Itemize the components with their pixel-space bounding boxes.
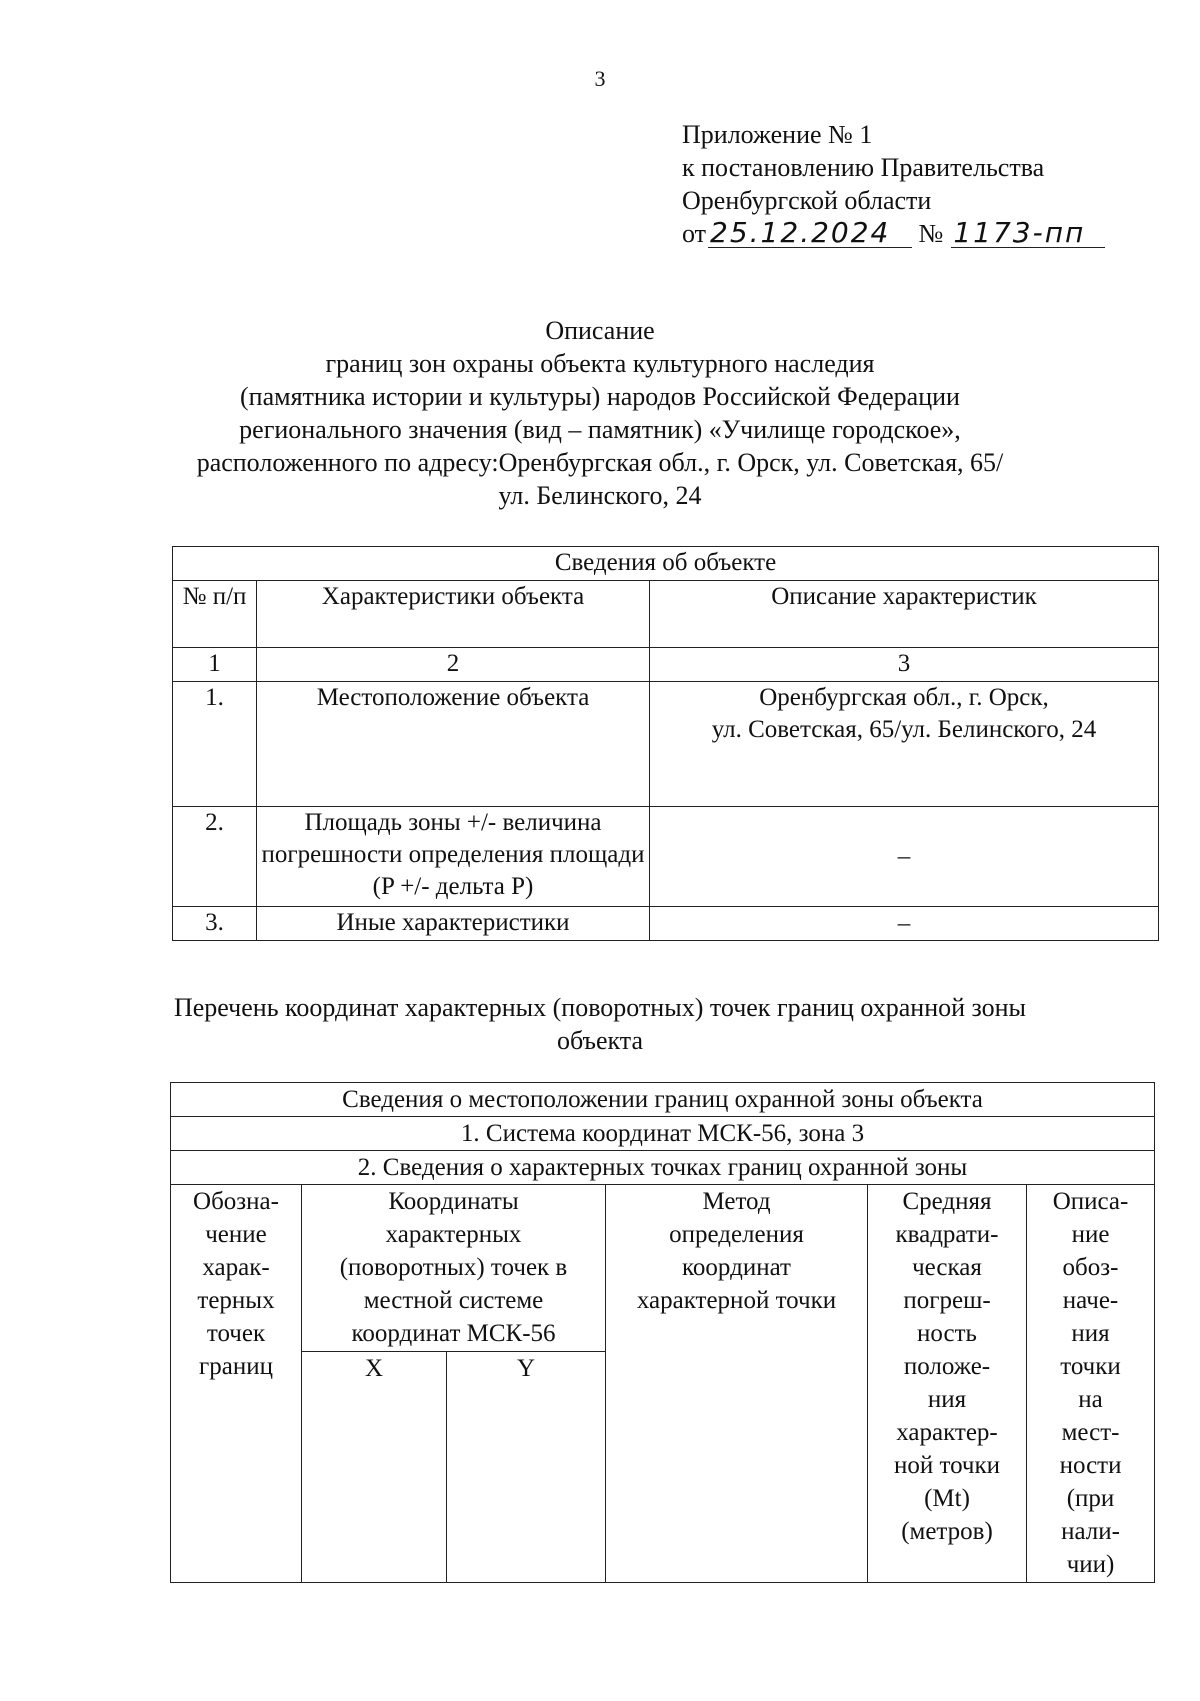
title-line: расположенного по адресу:Оренбургская обл., г. Орск, ул. Советская, 65/ bbox=[196, 448, 1004, 477]
header-line: ния bbox=[1071, 1320, 1110, 1347]
column-header-characteristic: Характеристики объекта bbox=[257, 581, 650, 648]
header-line: (при bbox=[1066, 1485, 1115, 1512]
header-line: квадрати- bbox=[895, 1221, 999, 1248]
header-line: координат bbox=[682, 1254, 791, 1281]
column-number: 2 bbox=[257, 648, 650, 682]
header-line: ческая bbox=[912, 1254, 982, 1281]
header-line: Средняя bbox=[902, 1188, 992, 1215]
column-header-point-description bbox=[1027, 1185, 1155, 1583]
document-title bbox=[0, 314, 1200, 512]
header-line: на bbox=[1078, 1386, 1103, 1413]
header-line: характер- bbox=[896, 1419, 998, 1446]
header-line: Обозна- bbox=[193, 1188, 279, 1215]
header-line: ния bbox=[927, 1386, 967, 1413]
header-line: (метров) bbox=[901, 1518, 993, 1545]
table-row bbox=[173, 682, 1159, 807]
column-number: 3 bbox=[650, 648, 1159, 682]
header-line: погреш- bbox=[903, 1287, 991, 1314]
header-line: точек bbox=[206, 1320, 266, 1347]
row-description bbox=[650, 682, 1159, 807]
title-line: границ зон охраны объекта культурного наследия bbox=[325, 349, 875, 378]
table-row bbox=[173, 907, 1159, 941]
header-line: границ bbox=[199, 1353, 273, 1380]
description-line: ул. Советская, 65/ул. Белинского, 24 bbox=[711, 716, 1097, 743]
table-row bbox=[173, 807, 1159, 907]
appendix-title: Приложение № 1 bbox=[682, 120, 873, 149]
column-number: 1 bbox=[173, 648, 257, 682]
title-line: Описание bbox=[545, 316, 655, 345]
column-header-point-designation bbox=[171, 1185, 302, 1583]
header-line: Координаты bbox=[388, 1188, 519, 1215]
coordinate-system-row: 1. Система координат МСК-56, зона 3 bbox=[171, 1117, 1155, 1151]
header-line: терных bbox=[197, 1287, 275, 1314]
header-line: координат МСК-56 bbox=[351, 1320, 556, 1347]
header-line: наче- bbox=[1062, 1287, 1119, 1314]
section-title-line: Перечень координат характерных (поворотных) точек границ охранной зоны bbox=[173, 993, 1027, 1022]
header-line: чение bbox=[205, 1221, 267, 1248]
header-line: ность bbox=[917, 1320, 977, 1347]
section-title-line: объекта bbox=[556, 1026, 644, 1055]
column-header-coordinates bbox=[302, 1185, 606, 1352]
coords-section-title bbox=[0, 991, 1200, 1057]
appendix-region-line: Оренбургской области bbox=[682, 186, 932, 215]
row-characteristic: Иные характеристики bbox=[257, 907, 650, 941]
appendix-block bbox=[682, 118, 1105, 250]
row-description: – bbox=[650, 907, 1159, 941]
header-line: ности bbox=[1059, 1452, 1122, 1479]
column-header-x: X bbox=[302, 1352, 447, 1583]
page-number: 3 bbox=[594, 66, 606, 91]
row-number: 2. bbox=[173, 807, 257, 907]
title-line: (памятника истории и культуры) народов Российской Федерации bbox=[240, 382, 960, 411]
header-line: мест- bbox=[1061, 1419, 1120, 1446]
appendix-resolution-line: к постановлению Правительства bbox=[682, 153, 1045, 182]
header-line: ной точки bbox=[893, 1452, 1001, 1479]
coords-table-header: Сведения о местоположении границ охранной зоны объекта bbox=[171, 1083, 1155, 1117]
object-info-table bbox=[172, 546, 1159, 941]
title-line: ул. Белинского, 24 bbox=[498, 481, 702, 510]
info-table-header: Сведения об объекте bbox=[173, 547, 1159, 581]
row-characteristic: Площадь зоны +/- величина погрешности определения площади (P +/- дельта P) bbox=[257, 807, 650, 907]
header-line: чии) bbox=[1066, 1551, 1115, 1578]
header-line: точки bbox=[1060, 1353, 1121, 1380]
row-number: 1. bbox=[173, 682, 257, 807]
header-line: характерной точки bbox=[636, 1287, 837, 1314]
handwritten-number: 1173-пп bbox=[951, 219, 1105, 248]
appendix-from-prefix: от bbox=[682, 219, 707, 248]
appendix-number-sign: № bbox=[918, 219, 944, 248]
column-header-number: № п/п bbox=[173, 581, 257, 648]
header-line: ние bbox=[1071, 1221, 1110, 1248]
header-line: Метод bbox=[702, 1188, 771, 1215]
column-header-mean-error bbox=[868, 1185, 1027, 1583]
points-info-row: 2. Сведения о характерных точках границ охранной зоны bbox=[171, 1151, 1155, 1185]
header-line: характерных bbox=[385, 1221, 522, 1248]
boundary-coordinates-table bbox=[170, 1082, 1155, 1583]
title-line: регионального значения (вид – памятник) «Училище городское», bbox=[239, 415, 961, 444]
row-number: 3. bbox=[173, 907, 257, 941]
header-line: положе- bbox=[903, 1353, 991, 1380]
column-header-method bbox=[606, 1185, 868, 1583]
header-line: обоз- bbox=[1062, 1254, 1119, 1281]
header-line: (Mt) bbox=[924, 1485, 970, 1512]
handwritten-date: 25.12.2024 bbox=[708, 219, 912, 248]
appendix-date-number-line bbox=[682, 217, 1105, 250]
row-description: – bbox=[650, 807, 1159, 907]
header-line: харак- bbox=[202, 1254, 270, 1281]
header-line: Описа- bbox=[1052, 1188, 1129, 1215]
column-header-y: Y bbox=[447, 1352, 606, 1583]
header-line: (поворотных) точек в bbox=[339, 1254, 568, 1281]
row-characteristic: Местоположение объекта bbox=[257, 682, 650, 807]
header-line: местной системе bbox=[363, 1287, 544, 1314]
header-line: нали- bbox=[1061, 1518, 1120, 1545]
description-line: Оренбургская обл., г. Орск, bbox=[759, 684, 1049, 711]
header-line: определения bbox=[669, 1221, 804, 1248]
column-header-description: Описание характеристик bbox=[650, 581, 1159, 648]
